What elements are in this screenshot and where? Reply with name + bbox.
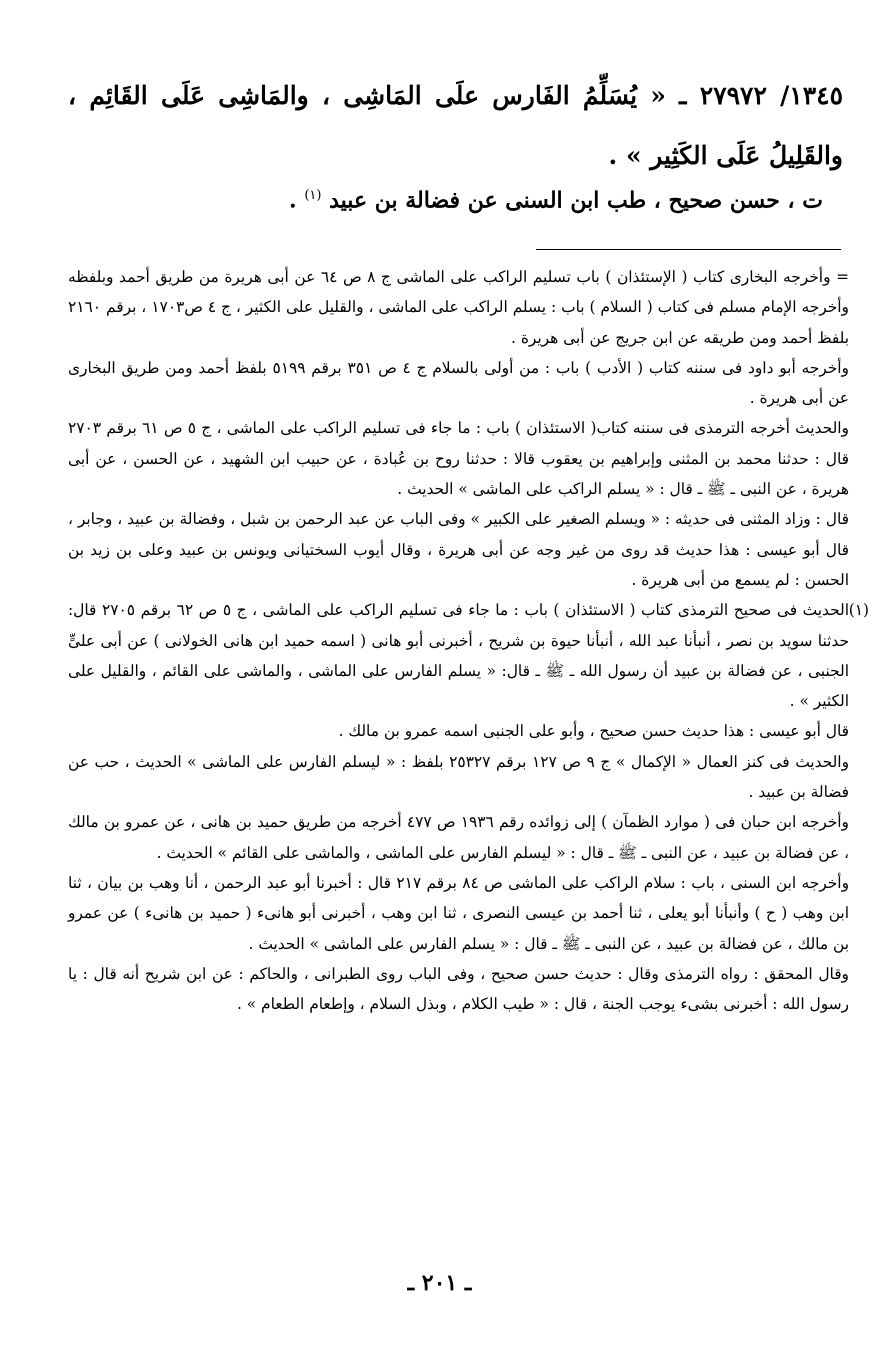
footnote-paragraph: قال : وزاد المثنى فى حديثه : « ويسلم الصغير على الكبير » وفى الباب عن عبد الرحمن بن شبل ، وفضالة بن عبيد ، وجابر ، قال أبو عيسى : هذا حديث قد روى من غير وجه عن أبى هريرة ، وقال أيوب السختيانى ويونس بن عبيد وعلى بن زيد بن الحسن : لم يسمع من أبى هريرة .: [68, 510, 849, 589]
hadith-grade-line: [63, 176, 823, 220]
footnote-paragraph: وأخرجه أبو داود فى سننه كتاب ( الأدب ) باب : من أولى بالسلام ج ٤ ص ٣٥١ برقم ٥١٩٩ بلفظ أحمد ومن طريق البخارى عن أبى هريرة .: [68, 358, 849, 408]
footnote-paragraph: والحديث أخرجه الترمذى فى سننه كتاب( الاستئذان ) باب : ما جاء فى تسليم الراكب على الماشى ، ج ٥ ص ٦١ برقم ٢٧٠٣ قال : حدثنا محمد بن المثنى وإبراهيم بن يعقوب قالا : حدثنا روح بن عُبادة ، عن حبيب ابن الشهيد ، عن الحسن ، عن أبى هريرة ، عن النبى ـ ﷺ ـ قال : « يسلم الراكب على الماشى » الحديث .: [68, 419, 849, 499]
footnotes: [68, 262, 869, 1019]
footnote-reference[interactable]: (١): [304, 188, 322, 203]
footnote-paragraph: وأخرجه ابن السنى ، باب : سلام الراكب على الماشى ص ٨٤ برقم ٢١٧ قال : أخبرنا أبو عبد الرحمن ، أنا وهب بن بيان ، ثنا ابن وهب ( ح ) وأنبأنا أبو يعلى ، ثنا أحمد بن عيسى النصرى ، ثنا ابن وهب ، أخبرنى أبو هانىء ( حميد بن هانىء ) عن عمرو بن مالك ، عن فضالة بن عبيد ، عن النبى ـ ﷺ ـ قال : « يسلم الفارس على الماشى » الحديث .: [68, 873, 849, 953]
footnote-paragraph: وأخرجه ابن حبان فى ( موارد الظمآن ) إلى زوائده رقم ١٩٣٦ ص ٤٧٧ أخرجه من طريق حميد بن هانى ، عن عمرو بن مالك ، عن فضالة بن عبيد ، عن النبى ـ ﷺ ـ قال : « ليسلم الفارس على الماشى ، والماشى على القائم » الحديث .: [68, 813, 849, 862]
footnote-paragraph: والحديث فى كنز العمال « الإكمال » ج ٩ ص ١٢٧ برقم ٢٥٣٢٧ بلفظ : « ليسلم الفارس على الماشى » الحديث ، حب عن فضالة بن عبيد .: [68, 752, 849, 802]
hadith-text: ١٣٤٥/ ٢٧٩٧٢ ـ « يُسَلِّمُ الفَارس علَى المَاشِى ، والمَاشِى عَلَى القَائِم ، والقَلِيلُ عَلَى الكَثِير » .: [68, 81, 843, 170]
hadith-main-text: [68, 66, 843, 186]
footnote-paragraph: = وأخرجه البخارى كتاب ( الإستئذان ) باب تسليم الراكب على الماشى ج ٨ ص ٦٤ عن أبى هريرة من طريق أحمد وبلفظه وأخرجه الإمام مسلم فى كتاب ( السلام ) باب : يسلم الراكب على الماشى ، والقليل على الكثير ، ج ٤ ص١٧٠٣ ، برقم ٢١٦٠ بلفظ أحمد ومن طريقه عن ابن جريج عن أبى هريرة .: [68, 268, 849, 347]
grade-end: .: [288, 187, 305, 214]
footnote-paragraph: وقال المحقق : رواه الترمذى وقال : حديث حسن صحيح ، وفى الباب روى الطبرانى ، والحاكم : عن ابن شريح أنه قال : يا رسول الله : أخبرنى بشىء يوجب الجنة ، قال : « طيب الكلام ، وبذل السلام ، وإطعام الطعام » .: [68, 964, 849, 1014]
footnote-paragraph: قال أبو عيسى : هذا حديث حسن صحيح ، وأبو على الجنبى اسمه عمرو بن مالك .: [338, 722, 849, 741]
footnote-1-mark: (١): [848, 601, 869, 620]
footnote-divider: [536, 249, 841, 250]
grade-text: ت ، حسن صحيح ، طب ابن السنى عن فضالة بن عبيد: [329, 187, 823, 214]
footnote-1: [68, 595, 869, 716]
footnote-1-text: الحديث فى صحيح الترمذى كتاب ( الاستئذان ) باب : ما جاء فى تسليم الراكب على الماشى ، ج ٥ ص ٦٢ برقم ٢٧٠٥ قال: حدثنا سويد بن نصر ، أنبأنا عبد الله ، أنبأنا حيوة بن شريح ، أخبرنى أبو هانى ( اسمه حميد ابن هانى الخولانى ) عن أبى علىٍّ الجنبى ، عن فضالة بن عبيد أن رسول الله ـ ﷺ ـ قال: « يسلم الفارس على الماشى ، والماشى على القائم ، والقليل على الكثير » .: [68, 601, 849, 711]
page-number: ـ ٢٠١ ـ: [407, 1270, 472, 1296]
